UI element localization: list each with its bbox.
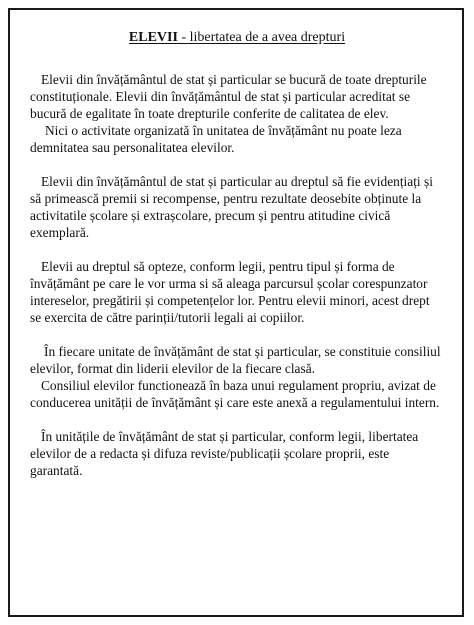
paragraph-council-regulation: Consiliul elevilor functionează în baza unui regulament propriu, avizat de conducerea unității de învățământ și care este anexă a regulamentului intern. (30, 378, 440, 410)
document-title-bold: ELEVII (128, 30, 178, 45)
paragraph-education-choice: Elevii au dreptul să opteze, conform legii, pentru tipul și forma de învățământ pe care le vor urma si să aleaga parcursul școlar corespunzator intereselor, pregătirii și competențelor lor. Pentru elevii minori, acest drept se exercita de către parinții/tutorii legali ai copiilor. (30, 259, 430, 325)
paragraph-student-council: În fiecare unitate de învățământ de stat și particular, se constituie consiliul elevilor, format din liderii elevilor de la fiecare clasă. (30, 344, 441, 376)
paragraph-dignity: Nici o activitate organizată în unitatea de învățământ nu poate leza demnitatea sau personalitatea elevilor. (30, 123, 402, 155)
paragraph-publications: În unitățile de învățământ de stat și particular, conform legii, libertatea elevilor de a redacta și difuza reviste/publicații școlare proprii, este garantată. (30, 429, 419, 478)
paragraph-gap (30, 156, 442, 173)
paragraph-awards: Elevii din învățământul de stat și particular au dreptul să fie evidențiați și să primească premii si recompense, pentru rezultate deosebite obținute la activitatile școlare și extrașcolare, precum și pentru atitudine civică exemplară. (30, 174, 433, 240)
paragraph-gap (30, 241, 442, 258)
paragraph-gap (30, 411, 442, 428)
paragraph-constitutional-rights: Elevii din învățământul de stat și particular se bucură de toate drepturile constituționale. Elevii din învățământul de stat și particular acreditat se bucură de egalitate în toate drepturile conferite de calitatea de elev. (30, 72, 427, 121)
paragraph-gap (30, 326, 442, 343)
document-title (0, 30, 474, 46)
document-title-rest: - libertatea de a avea drepturi (177, 30, 346, 45)
document-body (30, 71, 442, 479)
